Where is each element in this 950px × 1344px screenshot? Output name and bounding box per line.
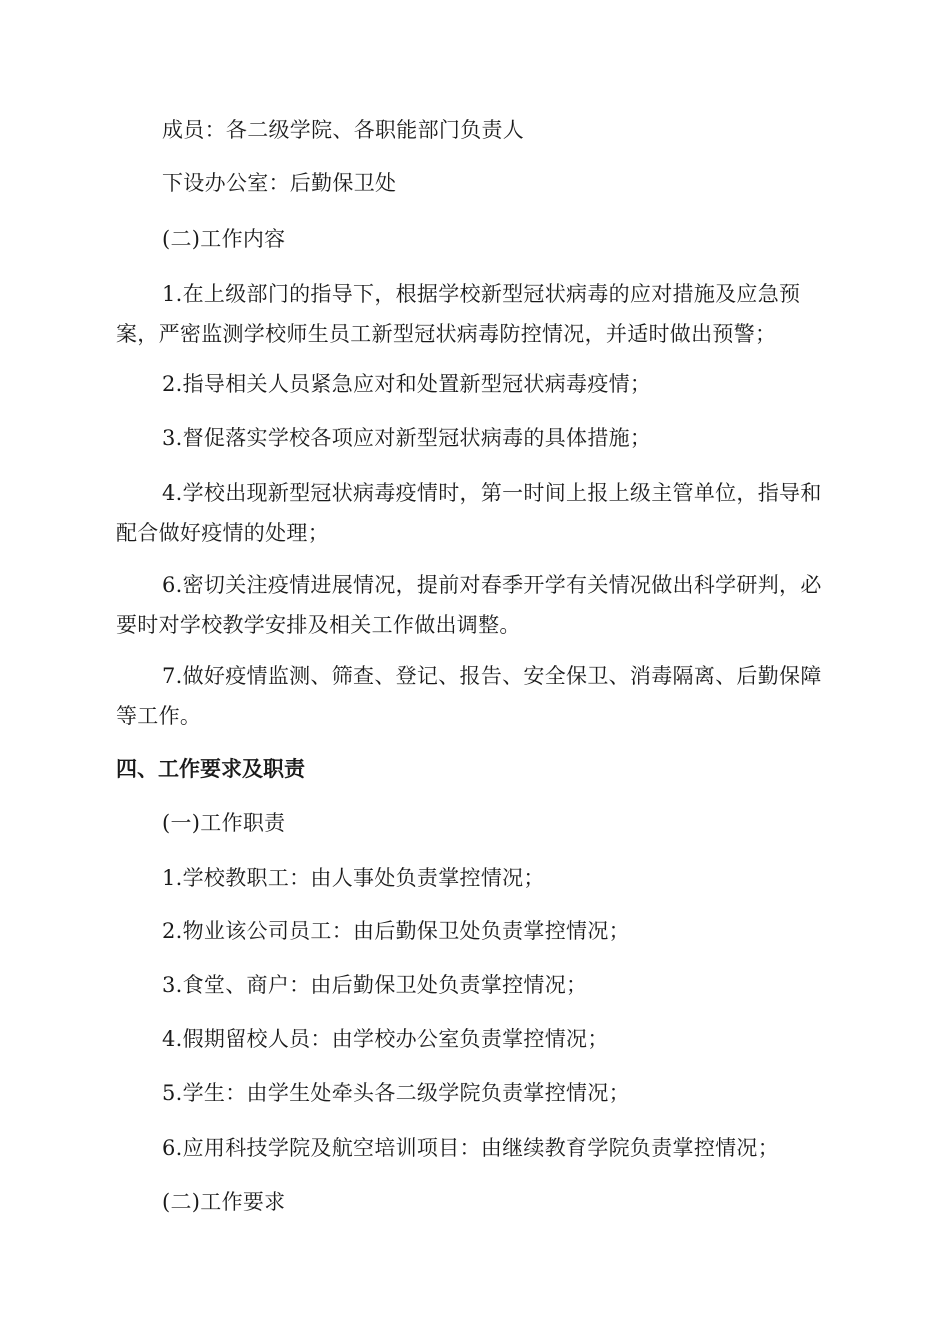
duty-item-4: 4.假期留校人员：由学校办公室负责掌控情况； bbox=[162, 1027, 609, 1051]
content-item-2: 2.指导相关人员紧急应对和处置新型冠状病毒疫情； bbox=[162, 372, 652, 396]
content-item-6: 6.密切关注疫情进展情况，提前对春季开学有关情况做出科学研判，必要时对学校教学安排及相关工作做出调整。 bbox=[116, 573, 822, 637]
duty-item-3: 3.食堂、商户：由后勤保卫处负责掌控情况； bbox=[162, 973, 588, 997]
office-line: 下设办公室：后勤保卫处 bbox=[162, 171, 397, 195]
section-requirements: (二)工作要求 bbox=[162, 1190, 286, 1214]
duty-item-2: 2.物业该公司员工：由后勤保卫处负责掌控情况； bbox=[162, 919, 630, 943]
duty-item-6: 6.应用科技学院及航空培训项目：由继续教育学院负责掌控情况； bbox=[162, 1136, 780, 1160]
members-line: 成员：各二级学院、各职能部门负责人 bbox=[162, 118, 525, 142]
duty-item-5: 5.学生：由学生处牵头各二级学院负责掌控情况； bbox=[162, 1081, 630, 1105]
section-heading-4: 四、工作要求及职责 bbox=[116, 757, 305, 781]
content-item-4: 4.学校出现新型冠状病毒疫情时，第一时间上报上级主管单位，指导和配合做好疫情的处理； bbox=[116, 481, 822, 545]
section-work-content: (二)工作内容 bbox=[162, 227, 286, 251]
content-item-3: 3.督促落实学校各项应对新型冠状病毒的具体措施； bbox=[162, 426, 652, 450]
content-item-1: 1.在上级部门的指导下，根据学校新型冠状病毒的应对措施及应急预案，严密监测学校师生员工新型冠状病毒防控情况，并适时做出预警； bbox=[116, 282, 801, 346]
section-duties: (一)工作职责 bbox=[162, 811, 286, 835]
duty-item-1: 1.学校教职工：由人事处负责掌控情况； bbox=[162, 866, 545, 890]
content-item-7: 7.做好疫情监测、筛查、登记、报告、安全保卫、消毒隔离、后勤保障等工作。 bbox=[116, 664, 822, 728]
